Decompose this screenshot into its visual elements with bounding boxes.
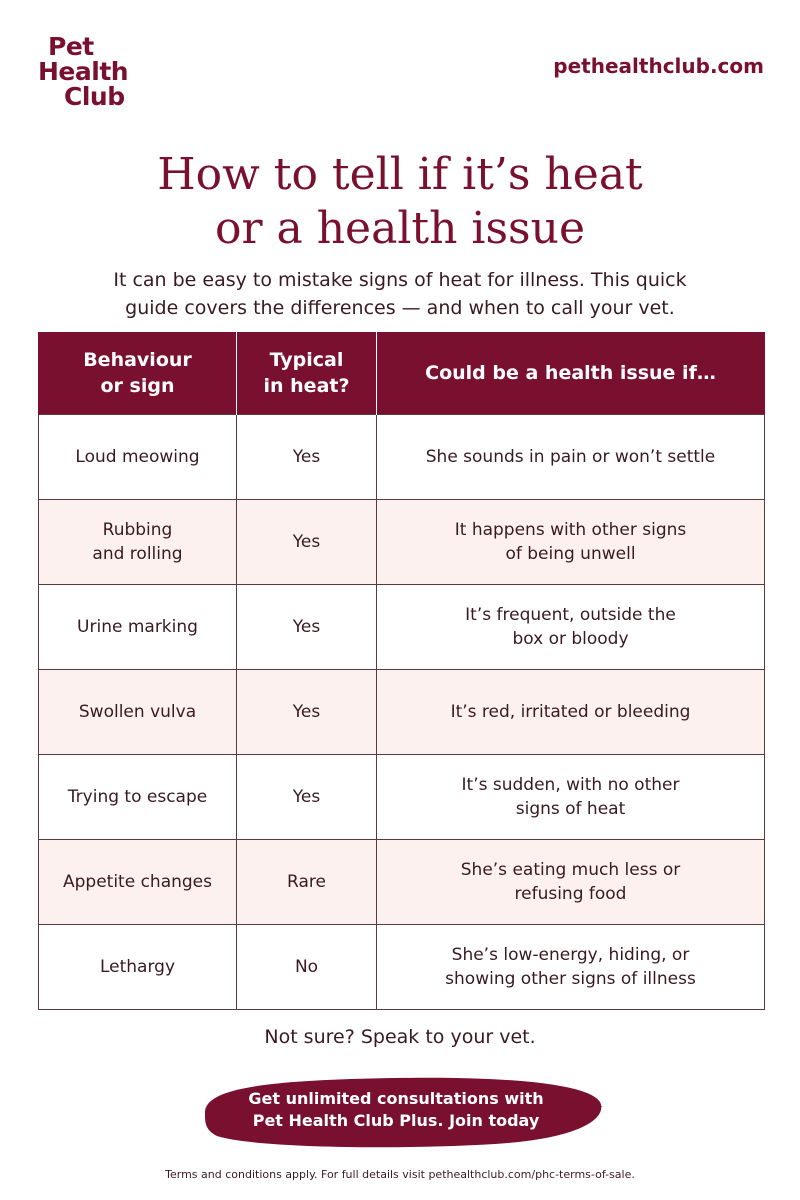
table-row bbox=[39, 500, 765, 585]
cell-issue bbox=[377, 500, 765, 585]
cell-typical: Yes bbox=[237, 670, 377, 755]
cta-line: Pet Health Club Plus. Join today bbox=[252, 1111, 540, 1130]
logo-line-club: Club bbox=[64, 82, 125, 111]
cell-behaviour bbox=[39, 840, 237, 925]
join-cta-button[interactable] bbox=[195, 1072, 597, 1146]
cell-text: signs of heat bbox=[515, 799, 626, 819]
header-typical-in-heat bbox=[237, 332, 377, 415]
cell-text: It’s red, irritated or bleeding bbox=[450, 702, 691, 722]
header-behaviour bbox=[39, 332, 237, 415]
header-text: Could be a health issue if… bbox=[425, 362, 716, 384]
website-link[interactable]: pethealthclub.com bbox=[553, 54, 764, 78]
header-health-issue bbox=[377, 332, 765, 415]
heat-vs-health-table bbox=[38, 332, 765, 1010]
cell-text: refusing food bbox=[514, 884, 627, 904]
cell-typical: No bbox=[237, 925, 377, 1010]
cell-issue bbox=[377, 755, 765, 840]
table-row bbox=[39, 755, 765, 840]
page-title bbox=[0, 148, 800, 256]
intro-line: guide covers the differences — and when to call your vet. bbox=[125, 297, 675, 319]
logo-line-health: Health bbox=[38, 57, 129, 86]
cell-behaviour bbox=[39, 415, 237, 500]
intro-line: It can be easy to mistake signs of heat for illness. This quick bbox=[113, 269, 687, 291]
intro-text bbox=[60, 266, 740, 322]
cell-behaviour bbox=[39, 500, 237, 585]
cell-issue bbox=[377, 415, 765, 500]
terms-text: Terms and conditions apply. For full details visit pethealthclub.com/phc-terms-of-sale. bbox=[165, 1168, 635, 1181]
cell-issue bbox=[377, 925, 765, 1010]
cell-behaviour bbox=[39, 670, 237, 755]
cell-text: She sounds in pain or won’t settle bbox=[425, 447, 716, 467]
title-line: How to tell if it’s heat bbox=[157, 149, 643, 200]
cell-text: She’s eating much less or bbox=[460, 860, 681, 880]
cell-text: Swollen vulva bbox=[78, 702, 197, 722]
header-text: or sign bbox=[100, 375, 175, 397]
title-line: or a health issue bbox=[214, 203, 586, 254]
cell-issue bbox=[377, 840, 765, 925]
header-text: Behaviour bbox=[83, 349, 192, 371]
cell-behaviour bbox=[39, 585, 237, 670]
cell-typical: Yes bbox=[237, 415, 377, 500]
cell-text: Urine marking bbox=[77, 617, 198, 637]
table-row bbox=[39, 840, 765, 925]
cta-label bbox=[195, 1088, 597, 1132]
cta-line: Get unlimited consultations with bbox=[248, 1089, 544, 1108]
cell-text: Lethargy bbox=[99, 957, 176, 977]
table-header-row bbox=[39, 332, 765, 415]
cell-text: of being unwell bbox=[505, 544, 636, 564]
cell-text: Appetite changes bbox=[62, 872, 212, 892]
cell-text: It’s sudden, with no other bbox=[461, 775, 680, 795]
cell-text: Rubbing bbox=[102, 520, 173, 540]
cell-text: It happens with other signs bbox=[454, 520, 687, 540]
cell-text: showing other signs of illness bbox=[445, 969, 696, 989]
table-row bbox=[39, 670, 765, 755]
cell-typical: Yes bbox=[237, 755, 377, 840]
cell-issue bbox=[377, 670, 765, 755]
table-row bbox=[39, 925, 765, 1010]
vet-note: Not sure? Speak to your vet. bbox=[264, 1026, 536, 1048]
cell-text: It’s frequent, outside the bbox=[465, 605, 676, 625]
cell-typical: Yes bbox=[237, 500, 377, 585]
pet-health-club-logo bbox=[38, 34, 128, 109]
cell-text: She’s low-energy, hiding, or bbox=[451, 945, 690, 965]
cell-behaviour bbox=[39, 755, 237, 840]
cell-behaviour bbox=[39, 925, 237, 1010]
cell-text: and rolling bbox=[92, 544, 183, 564]
header-text: Typical bbox=[269, 349, 344, 371]
cell-typical: Rare bbox=[237, 840, 377, 925]
cell-typical: Yes bbox=[237, 585, 377, 670]
cell-text: Trying to escape bbox=[67, 787, 208, 807]
logo-line-pet: Pet bbox=[48, 32, 94, 61]
cell-issue bbox=[377, 585, 765, 670]
cell-text: Loud meowing bbox=[75, 447, 200, 467]
table-row bbox=[39, 585, 765, 670]
header-text: in heat? bbox=[263, 375, 350, 397]
cell-text: box or bloody bbox=[512, 629, 629, 649]
table-row bbox=[39, 415, 765, 500]
